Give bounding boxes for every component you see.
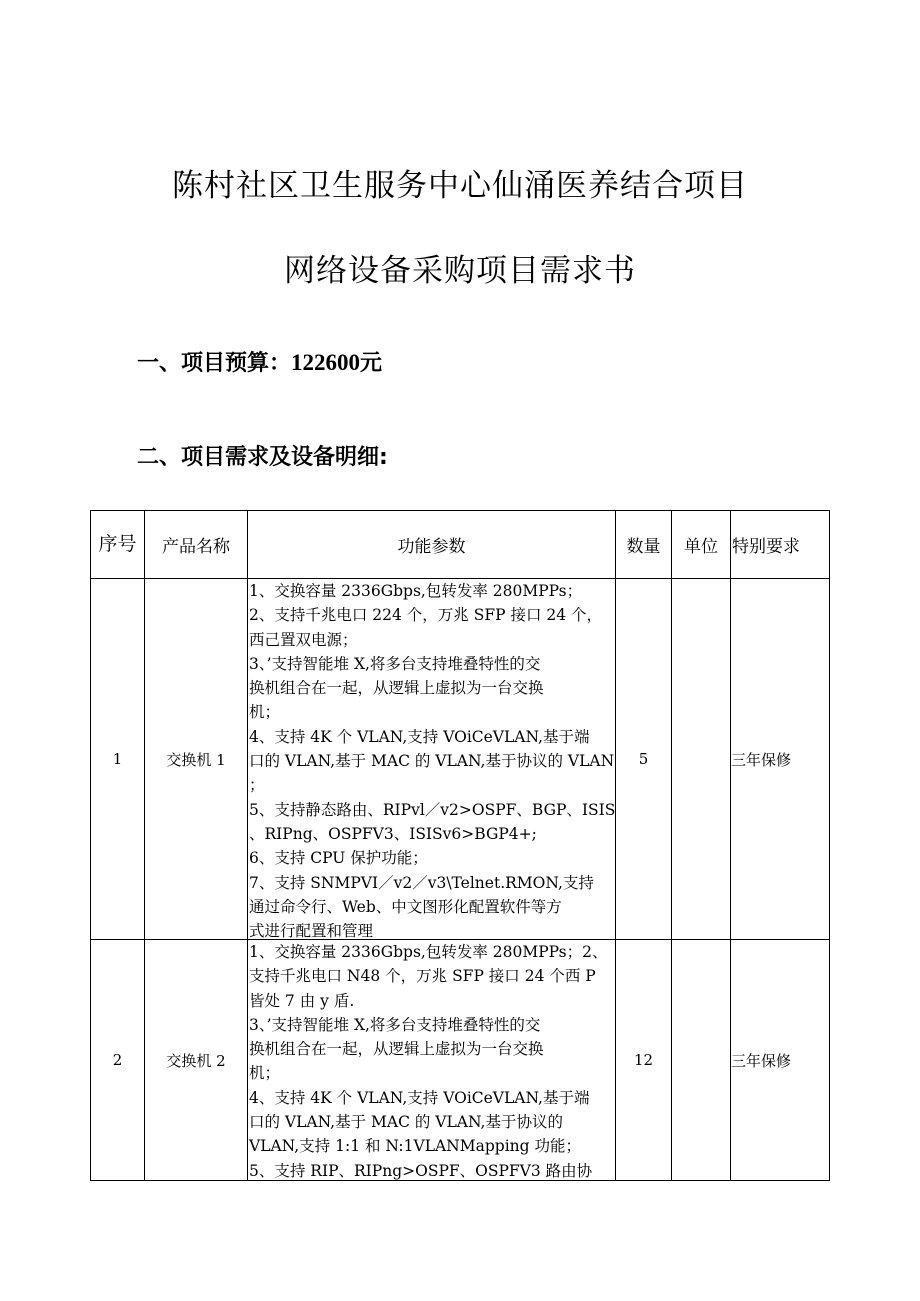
cell-special: 三年保修 <box>731 579 830 940</box>
param-line: 4、支持 4K 个 VLAN,支持 VOiCeVLAN,基于端 <box>249 727 590 746</box>
cell-qty: 5 <box>616 579 672 940</box>
section-budget-label: 一、项目预算： <box>137 351 292 376</box>
header-name: 产品名称 <box>145 511 248 579</box>
document-title-line2: 网络设备采购项目需求书 <box>284 253 636 289</box>
param-line: 换机组合在一起，从逻辑上虚拟为一台交换 <box>249 1040 544 1059</box>
header-unit: 单位 <box>672 511 731 579</box>
header-seq: 序号 <box>91 511 145 579</box>
cell-seq: 2 <box>91 940 145 1181</box>
param-line: 2、支持千兆电口 224 个，万兆 SFP 接口 24 个， <box>249 606 603 625</box>
param-line: 机； <box>249 703 281 722</box>
section-budget <box>137 346 382 377</box>
param-line: 4、支持 4K 个 VLAN,支持 VOiCeVLAN,基于端 <box>249 1088 590 1107</box>
header-qty: 数量 <box>616 511 672 579</box>
header-special: 特别要求 <box>731 511 830 579</box>
table-header-row <box>91 511 830 579</box>
cell-params <box>248 940 616 1181</box>
cell-unit <box>672 940 731 1181</box>
table-row <box>91 940 830 1181</box>
param-line: VLAN,支持 1:1 和 N:1VLANMapping 功能； <box>249 1137 581 1156</box>
cell-unit <box>672 579 731 940</box>
param-line: 7、支持 SNMPVI／v2／v3\Telnet.RMON,支持 <box>249 873 594 892</box>
equipment-table <box>90 510 830 1181</box>
document-title-line1: 陈村社区卫生服务中心仙涌医养结合项目 <box>172 168 748 204</box>
param-line: 口的 VLAN,基于 MAC 的 VLAN,基于协议的 VLAN <box>249 752 615 771</box>
cell-special: 三年保修 <box>731 940 830 1181</box>
param-line: 5、支持 RIP、RIPng>OSPF、OSPFV3 路由协 <box>249 1161 593 1180</box>
param-line: 通过命令行、Web、中文图形化配置软件等方 <box>249 897 562 916</box>
section-requirements-heading: 二、项目需求及设备明细: <box>137 445 388 470</box>
cell-qty: 12 <box>616 940 672 1181</box>
param-line: 口的 VLAN,基于 MAC 的 VLAN,基于协议的 <box>249 1113 563 1132</box>
param-line: 换机组合在一起，从逻辑上虚拟为一台交换 <box>249 679 544 698</box>
param-line: ； <box>249 776 265 795</box>
param-line: 1、交换容量 2336Gbps,包转发率 280MPPs；2、 <box>249 943 608 961</box>
cell-name: 交换机 2 <box>145 940 248 1181</box>
param-line: 3、’支持智能堆 X,将多台支持堆叠特性的交 <box>249 1015 541 1034</box>
table-row <box>91 579 830 940</box>
budget-amount: 122600 <box>291 350 361 375</box>
param-line: 3、’支持智能堆 X,将多台支持堆叠特性的交 <box>249 654 541 673</box>
param-line: 1、交换容量 2336Gbps,包转发率 280MPPs； <box>249 582 583 600</box>
param-line: 5、支持静态路由、RIPvl／v2>OSPF、BGP、ISIS <box>249 800 615 819</box>
cell-seq: 1 <box>91 579 145 940</box>
param-line: 6、支持 CPU 保护功能； <box>249 849 428 868</box>
header-params: 功能参数 <box>248 511 616 579</box>
param-line: 西己置双电源； <box>249 630 358 649</box>
cell-name: 交换机 1 <box>145 579 248 940</box>
param-line: 支持千兆电口 N48 个，万兆 SFP 接口 24 个西 P <box>249 967 596 986</box>
cell-params <box>248 579 616 940</box>
param-line: 皆处 7 由 y 盾. <box>249 991 355 1010</box>
param-line: 式进行配置和管理 <box>249 922 374 939</box>
param-line: 机； <box>249 1064 281 1083</box>
budget-unit: 元 <box>360 351 383 376</box>
param-line: 、RIPng、OSPFV3、ISISv6>BGP4+; <box>249 824 537 843</box>
